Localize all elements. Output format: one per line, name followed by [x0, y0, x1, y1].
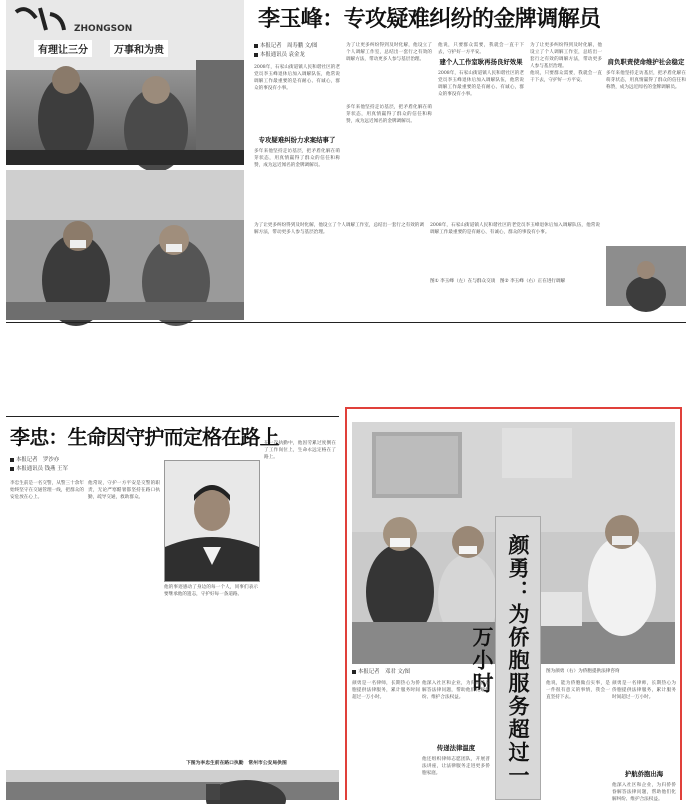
left-story-caption: 下图为李忠生前在路口执勤 常州市公安局供图 — [186, 761, 287, 766]
top-story-byline — [254, 42, 344, 60]
left-story-headline: 李忠：生命因守护而定格在路上 — [10, 425, 279, 449]
top-story-body-col6: 为了让更多纠纷得到及时化解，他设立了个人调解工作室，总结出一套行之有效的调解方法，带动更多人参与基层治理。 — [254, 223, 424, 236]
left-story-byline — [10, 456, 100, 474]
photo-brand: ZHONGSON — [74, 24, 133, 34]
right-story-caption: 图为颜勇（右）为侨胞提供法律咨询 — [546, 669, 620, 674]
right-story-headline: 颜勇：为侨胞服务超过一万小时 — [470, 533, 530, 787]
photo-caption-line1: 有理让三分 — [34, 40, 92, 57]
left-byline-correspondent: 本报通讯员 钱燕 王军 — [16, 466, 68, 472]
top-story-body-col4a: 为了让更多纠纷得到及时化解，他设立了个人调解工作室，总结出一套行之有效的调解方法，带动更多人参与基层治理。 — [530, 43, 602, 70]
top-story-body-col1a: 2008年，石家山街道镇人民和谐社区的老党员李玉峰退休后加入调解队伍，他常说调解工作最重要的是有耐心、有诚心，群众的事没有小事。 — [254, 65, 340, 92]
left-story-body-col4: 他的事迹感动了身边的每一个人，同事们表示要继承他的遗志，守护好每一条道路。 — [164, 585, 258, 598]
left-byline-reporter: 本报记者 罗沙亦 — [16, 457, 60, 463]
right-story-subhead-1: 传递法律温度 — [436, 744, 476, 752]
left-photo-scene — [6, 770, 339, 800]
photo-scene-2 — [6, 170, 244, 320]
top-story-body-col7: 2008年，石家山街道镇人民和谐社区的老党员李玉峰退休后加入调解队伍，他常说调解工作最重要的是有耐心、有诚心，群众的事没有小事。 — [430, 223, 600, 236]
top-story-body-col3b: 2008年，石家山街道镇人民和谐社区的老党员李玉峰退休后加入调解队伍，他常说调解工作最重要的是有耐心、有诚心，群众的事没有小事。 — [438, 71, 524, 98]
portrait-scene — [165, 461, 259, 581]
top-story-body-col4b: 他说，只要群众需要，我就会一直干下去，守护好一方平安。 — [530, 71, 602, 84]
top-story-subhead-1: 专攻疑难纠纷力求案结事了 — [258, 136, 336, 144]
top-story-photo-2 — [6, 170, 244, 320]
section-divider — [6, 322, 686, 323]
photo-caption-line2: 万事和为贵 — [110, 40, 168, 57]
byline-reporter: 本报记者 周寿鹏 文/图 — [260, 43, 318, 49]
top-story-body-col5: 多年来他坚持走访基层，把矛盾化解在萌芽状态，用真情赢得了群众的信任和称赞，成为远近闻名的金牌调解员。 — [606, 71, 686, 91]
top-story-headline: 李玉峰：专攻疑难纠纷的金牌调解员 — [258, 7, 601, 32]
right-story-body-col2b: 他还组织律师志愿团队，开展普法讲座，让法律服务走进更多侨胞家庭。 — [422, 757, 490, 777]
top-story-subhead-2: 建个人工作室耿再扬良好效果 — [439, 58, 523, 66]
right-story-byline — [352, 668, 492, 677]
top-story-body-col3a: 他说，只要群众需要，我就会一直干下去，守护好一方平安。 — [438, 43, 524, 56]
right-story-body-col2: 他深入社区和企业，为归侨侨眷解答法律问题，帮助他们化解纠纷、维护合法权益。 — [422, 681, 490, 701]
byline-correspondent: 本报通讯员 袁金龙 — [260, 52, 305, 58]
left-story-body-col2: 他常说，守护一方平安是交警的职责，无论严寒酷暑都坚持在路口执勤，疏导交通，救助群众。 — [88, 481, 160, 501]
top-story-photo-main — [6, 0, 244, 165]
left-story-body-col1: 李忠生前是一名交警，从警三十余年始终坚守在交通管理一线，把群众的安危放在心上。 — [10, 481, 84, 501]
left-story-photo — [6, 770, 339, 800]
photo-scene-3 — [606, 246, 686, 306]
top-story-photo-3 — [606, 246, 686, 306]
top-story-caption: 图① 李玉峰（左）在与群众交谈 图② 李玉峰（右）正在进行调解 — [430, 279, 566, 284]
top-story-body-col2a: 为了让更多纠纷得到及时化解，他设立了个人调解工作室，总结出一套行之有效的调解方法，带动更多人参与基层治理。 — [346, 43, 432, 63]
left-story-portrait — [164, 460, 260, 582]
right-story-subhead-2: 护航侨胞出海 — [624, 770, 664, 778]
right-byline-reporter: 本报记者 邓君 文/图 — [358, 669, 411, 675]
right-story-body-col3: 他说，能为侨胞做点实事，是一件很有意义的事情，我会一直坚持下去。 — [546, 681, 610, 701]
top-story-subhead-3: 肩负职责使命维护社会稳定 — [607, 58, 685, 66]
right-story-body-col4b: 他深入社区和企业，为归侨侨眷解答法律问题，帮助他们化解纠纷、维护合法权益。 — [612, 783, 676, 803]
top-story-body-col2b: 多年来他坚持走访基层，把矛盾化解在萌芽状态，用真情赢得了群众的信任和称赞，成为远近闻名的金牌调解员。 — [346, 105, 432, 125]
right-story-body-col1: 颜勇是一名律师，长期热心为侨胞提供法律服务，累计服务时间超过一万小时。 — [352, 681, 420, 701]
left-story-body-col3: 在一次执勤中，他因劳累过度倒在了工作岗位上，生命永远定格在了路上。 — [264, 441, 336, 461]
right-story-body-col4: 颜勇是一名律师，长期热心为侨胞提供法律服务，累计服务时间超过一万小时。 — [612, 681, 676, 701]
top-story-body-col1b: 多年来他坚持走访基层，把矛盾化解在萌芽状态，用真情赢得了群众的信任和称赞，成为远近闻名的金牌调解员。 — [254, 149, 340, 169]
left-headline-rule — [6, 416, 339, 417]
